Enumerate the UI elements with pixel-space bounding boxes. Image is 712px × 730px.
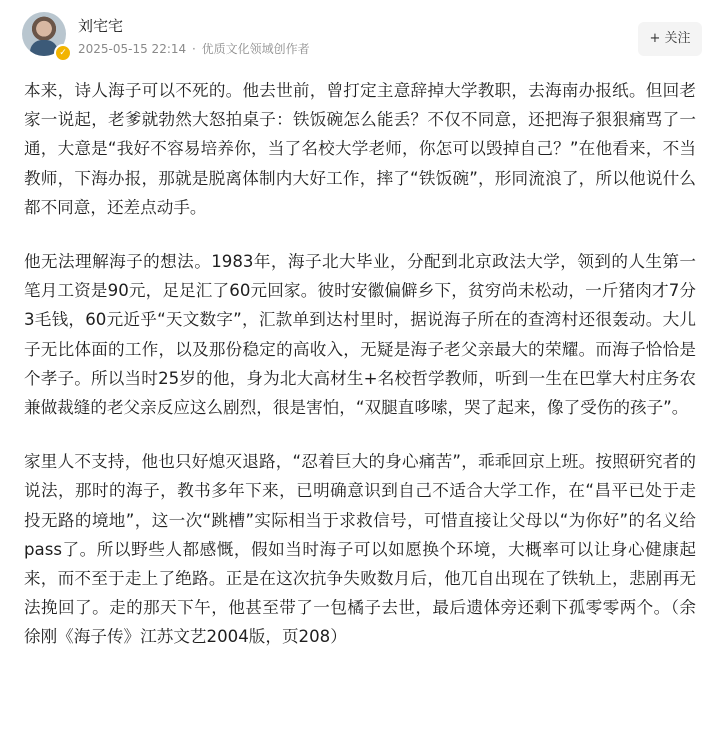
follow-label: 关注 bbox=[664, 31, 691, 46]
meta-separator: · bbox=[191, 42, 196, 56]
verified-badge-icon: ✓ bbox=[54, 44, 72, 62]
article-paragraph: 家里人不支持，他也只好熄灭退路，“忍着巨大的身心痛苦”，乖乖回京上班。按照研究者的说法，那时的海子，教书多年下来，已明确意识到自己不适合大学工作，在“昌平已处于走投无路的境地”，这一次“跳槽”实际相当于求救信号，可惜直接让父母以“为你好”的名义给pass了。所以野些人都感慨，假如当时海子可以如愿换个环境，大概率可以让身心健康起来，而不至于走上了绝路。正是在这次抗争失败数月后，他兀自出现在了铁轨上，悲剧再无法挽回了。走的那天下午，他甚至带了一包橘子去世，最后遗体旁还剩下孤零零两个。（余徐刚《海子传》江苏文艺2004版，页208） bbox=[24, 452, 696, 647]
follow-button[interactable] bbox=[638, 22, 702, 56]
article-paragraph: 他无法理解海子的想法。1983年，海子北大毕业，分配到北京政法大学，领到的人生第一笔月工资是90元，足足汇了60元回家。彼时安徽偏僻乡下，贫穷尚未松动，一斤猪肉才7分3毛钱，60元近乎“天文数字”，汇款单到达村里时，据说海子所在的查湾村还很轰动。大儿子无比体面的工作，以及那份稳定的高收入，无疑是海子老父亲最大的荣耀。而海子恰恰是个孝子。所以当时25岁的他，身为北大高材生+名校哲学教师，听到一生在巴掌大村庄务农兼做裁缝的老父亲反应这么剧烈，很是害怕，“双腿直哆嗦，哭了起来，像了受伤的孩子”。 bbox=[24, 252, 696, 418]
watermark-overlay bbox=[596, 668, 706, 716]
article-paragraph: 本来，诗人海子可以不死的。他去世前，曾打定主意辞掉大学教职，去海南办报纸。但回老家一说起，老爹就勃然大怒拍桌子：铁饭碗怎么能丢？不仅不同意，还把海子狠狠痛骂了一通，大意是“我好不容易培养你，当了名校大学老师，你怎可以毁掉自己？”在他看来，不当教师，下海办报，那就是脱离体制内大好工作，摔了“铁饭碗”，形同流浪了，所以他说什么都不同意，还差点动手。 bbox=[24, 81, 696, 217]
post-header bbox=[0, 0, 712, 70]
article-body bbox=[24, 76, 696, 652]
post-meta bbox=[78, 40, 310, 57]
post-timestamp: 2025-05-15 22:14 bbox=[78, 42, 187, 56]
plus-icon: + bbox=[649, 31, 661, 46]
author-tag: 优质文化领域创作者 bbox=[201, 42, 310, 56]
author-name[interactable]: 刘宅宅 bbox=[78, 17, 124, 35]
